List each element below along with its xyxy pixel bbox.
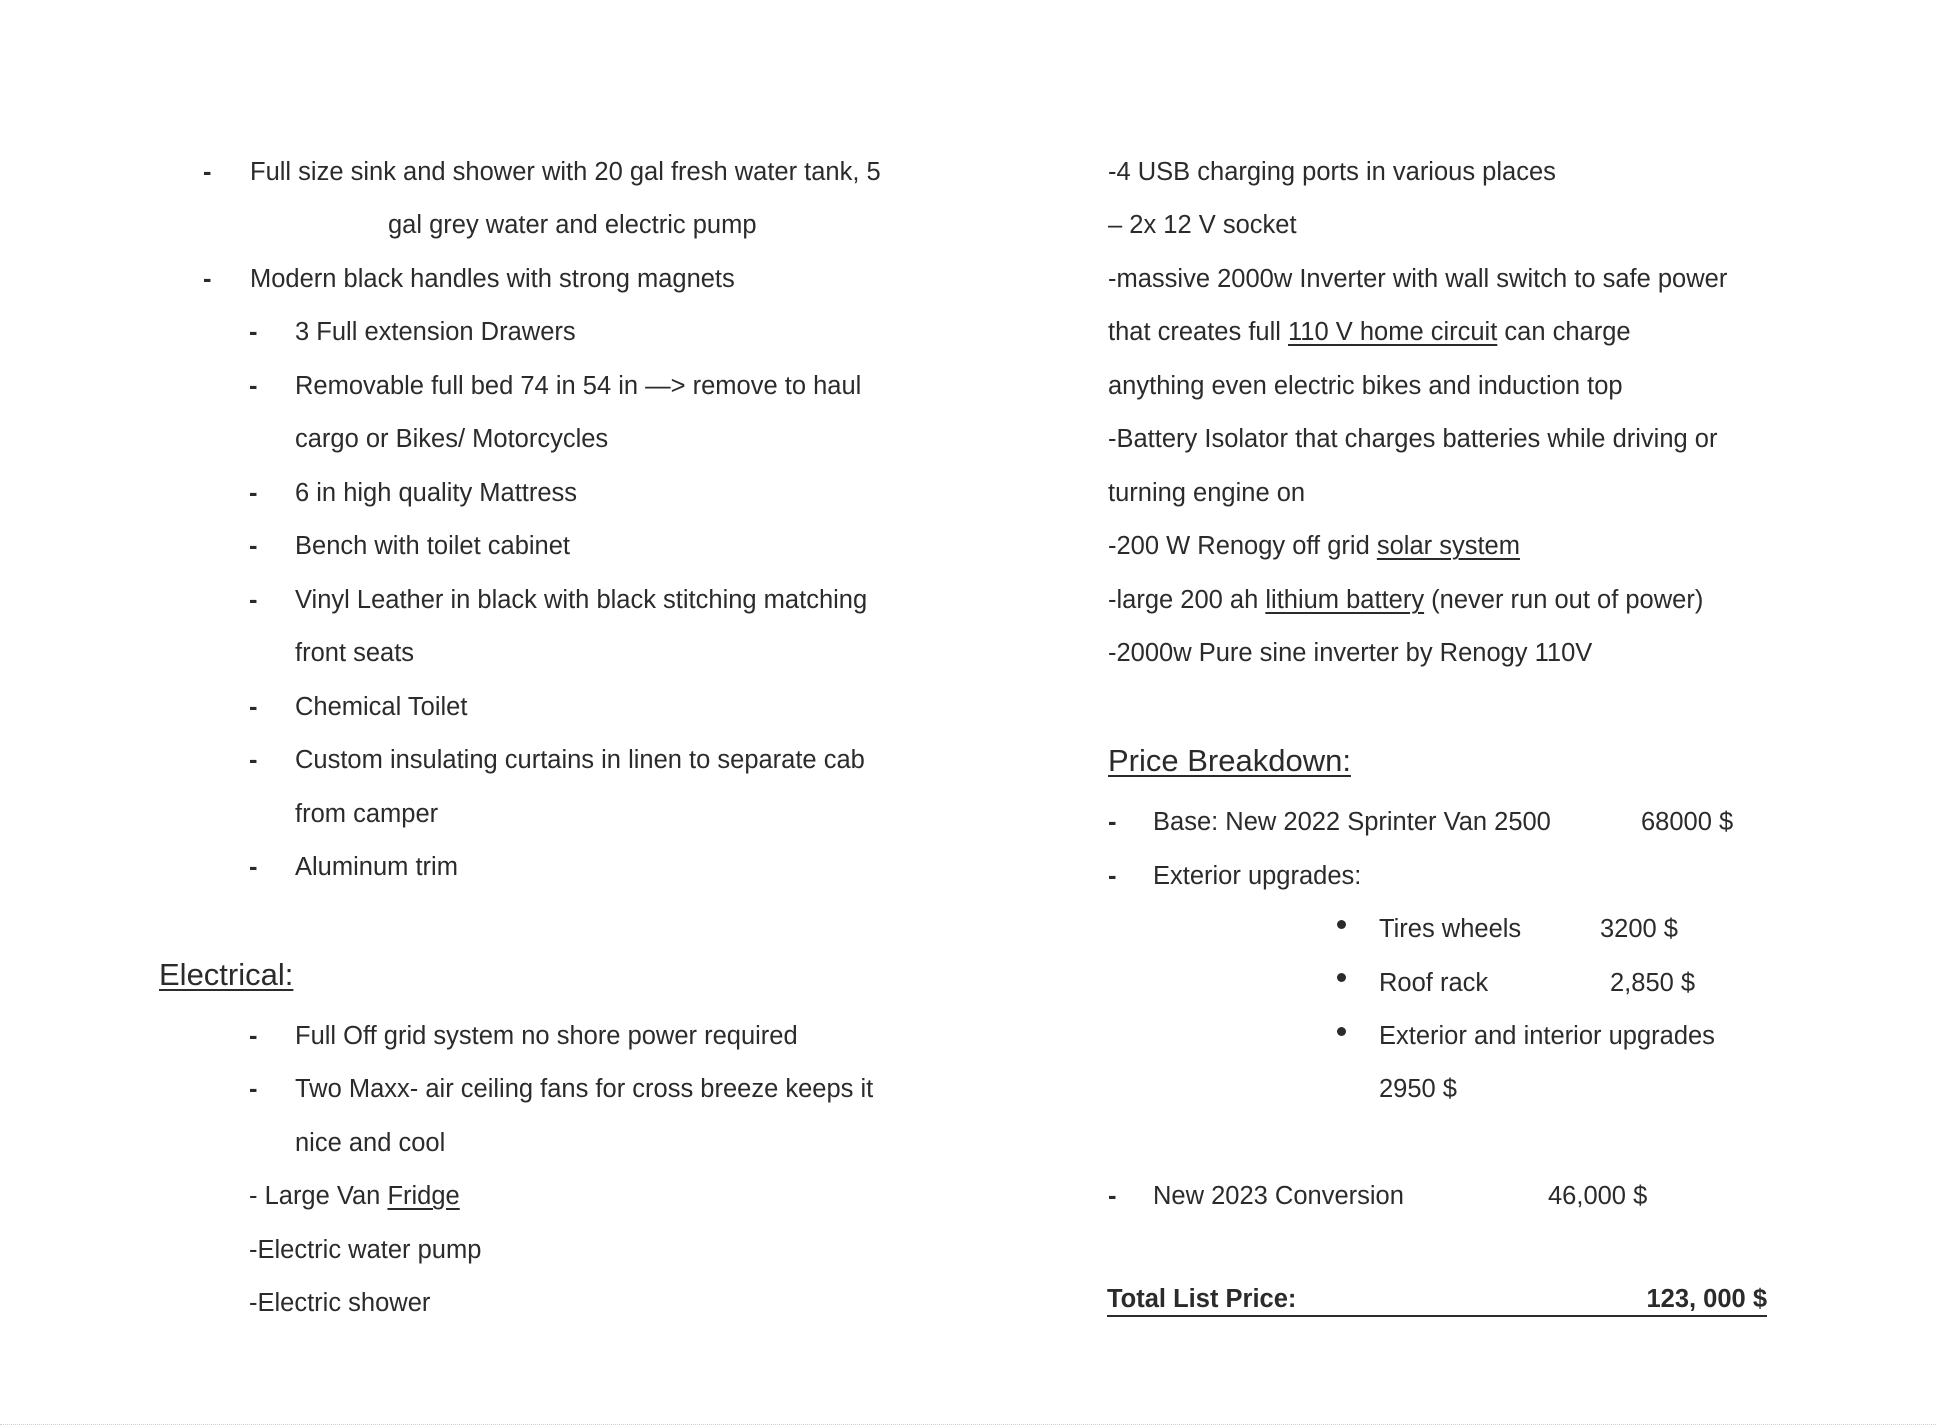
- total-list-price-value: 123, 000 $: [1646, 1285, 1767, 1313]
- pure-sine-line: -2000w Pure sine inverter by Renogy 110V: [1108, 639, 1593, 667]
- list-item-bed: Removable full bed 74 in 54 in —> remove to haul: [295, 372, 862, 400]
- list-item-water-pump: -Electric water pump: [249, 1236, 482, 1264]
- list-dash: -: [203, 265, 212, 293]
- list-item-toilet: Chemical Toilet: [295, 693, 468, 721]
- roof-rack-value: 2,850 $: [1610, 969, 1696, 997]
- list-item-fridge: [249, 1180, 460, 1212]
- list-dash: -: [1108, 1182, 1117, 1210]
- isolator-line-1: -Battery Isolator that charges batteries while driving or: [1108, 425, 1718, 453]
- fridge-prefix: - Large Van: [249, 1182, 388, 1210]
- list-dash: -: [249, 318, 258, 346]
- list-dash: -: [249, 746, 258, 774]
- ext-int-upgrades-label: Exterior and interior upgrades: [1379, 1022, 1715, 1050]
- list-dash: -: [249, 372, 258, 400]
- tires-wheels-value: 3200 $: [1600, 915, 1678, 943]
- list-item-off-grid: Full Off grid system no shore power required: [295, 1022, 798, 1050]
- list-item-sink-shower: Full size sink and shower with 20 gal fresh water tank, 5: [250, 158, 881, 186]
- total-list-price-row: [1107, 1283, 1767, 1317]
- list-item-curtains: Custom insulating curtains in linen to separate cab: [295, 746, 865, 774]
- conversion-label: New 2023 Conversion: [1153, 1182, 1404, 1210]
- lithium-line: [1108, 584, 1703, 616]
- tires-wheels-label: Tires wheels: [1379, 915, 1522, 943]
- list-dash: -: [1108, 862, 1117, 890]
- electrical-heading: Electrical:: [159, 957, 294, 992]
- list-item-trim: Aluminum trim: [295, 853, 458, 881]
- home-circuit-link[interactable]: 110 V home circuit: [1288, 318, 1498, 346]
- inverter-prefix: that creates full: [1108, 318, 1289, 346]
- list-item-handles: Modern black handles with strong magnets: [250, 265, 735, 293]
- list-item-curtains-cont: from camper: [295, 800, 439, 828]
- bullet-icon: [1337, 1027, 1346, 1036]
- list-dash: -: [249, 532, 258, 560]
- list-dash: -: [249, 1022, 258, 1050]
- inverter-line-1: -massive 2000w Inverter with wall switch to safe power: [1108, 265, 1728, 293]
- list-dash: -: [249, 586, 258, 614]
- list-dash: -: [249, 1075, 258, 1103]
- list-item-fans-cont: nice and cool: [295, 1129, 446, 1157]
- base-price-value: 68000 $: [1641, 808, 1734, 836]
- lithium-prefix: -large 200 ah: [1108, 586, 1266, 614]
- list-dash: -: [249, 693, 258, 721]
- lithium-suffix: (never run out of power): [1424, 586, 1704, 614]
- list-item-shower: -Electric shower: [249, 1289, 431, 1317]
- list-item-vinyl: Vinyl Leather in black with black stitching matching: [295, 586, 868, 614]
- roof-rack-label: Roof rack: [1379, 969, 1489, 997]
- usb-ports-line: -4 USB charging ports in various places: [1108, 158, 1556, 186]
- conversion-value: 46,000 $: [1548, 1182, 1648, 1210]
- list-dash: -: [249, 479, 258, 507]
- list-item-fans: Two Maxx- air ceiling fans for cross breeze keeps it: [295, 1075, 874, 1103]
- lithium-battery-link[interactable]: lithium battery: [1265, 586, 1425, 614]
- isolator-line-2: turning engine on: [1108, 479, 1306, 507]
- page-bottom-divider: [0, 1424, 1936, 1425]
- list-item-bench: Bench with toilet cabinet: [295, 532, 570, 560]
- ext-int-upgrades-value: 2950 $: [1379, 1075, 1457, 1103]
- list-dash: -: [1108, 808, 1117, 836]
- base-price-label: Base: New 2022 Sprinter Van 2500: [1153, 808, 1551, 836]
- price-breakdown-heading: Price Breakdown:: [1108, 743, 1351, 778]
- list-item-vinyl-cont: front seats: [295, 639, 415, 667]
- list-item-bed-cont: cargo or Bikes/ Motorcycles: [295, 425, 609, 453]
- exterior-upgrades-label: Exterior upgrades:: [1153, 862, 1362, 890]
- fridge-link[interactable]: Fridge: [387, 1182, 460, 1210]
- list-item-drawers: 3 Full extension Drawers: [295, 318, 576, 346]
- list-item-mattress: 6 in high quality Mattress: [295, 479, 578, 507]
- inverter-suffix: can charge: [1497, 318, 1631, 346]
- inverter-line-2: [1108, 316, 1631, 348]
- total-list-price-label: Total List Price:: [1107, 1285, 1297, 1313]
- list-dash: -: [203, 158, 212, 186]
- solar-prefix: -200 W Renogy off grid: [1108, 532, 1377, 560]
- bullet-icon: [1337, 973, 1346, 982]
- solar-system-link[interactable]: solar system: [1376, 532, 1520, 560]
- list-dash: -: [249, 853, 258, 881]
- bullet-icon: [1337, 920, 1346, 929]
- socket-line: – 2x 12 V socket: [1108, 211, 1297, 239]
- list-item-sink-shower-cont: gal grey water and electric pump: [388, 211, 757, 239]
- inverter-line-3: anything even electric bikes and induction top: [1108, 372, 1623, 400]
- solar-line: [1108, 530, 1520, 562]
